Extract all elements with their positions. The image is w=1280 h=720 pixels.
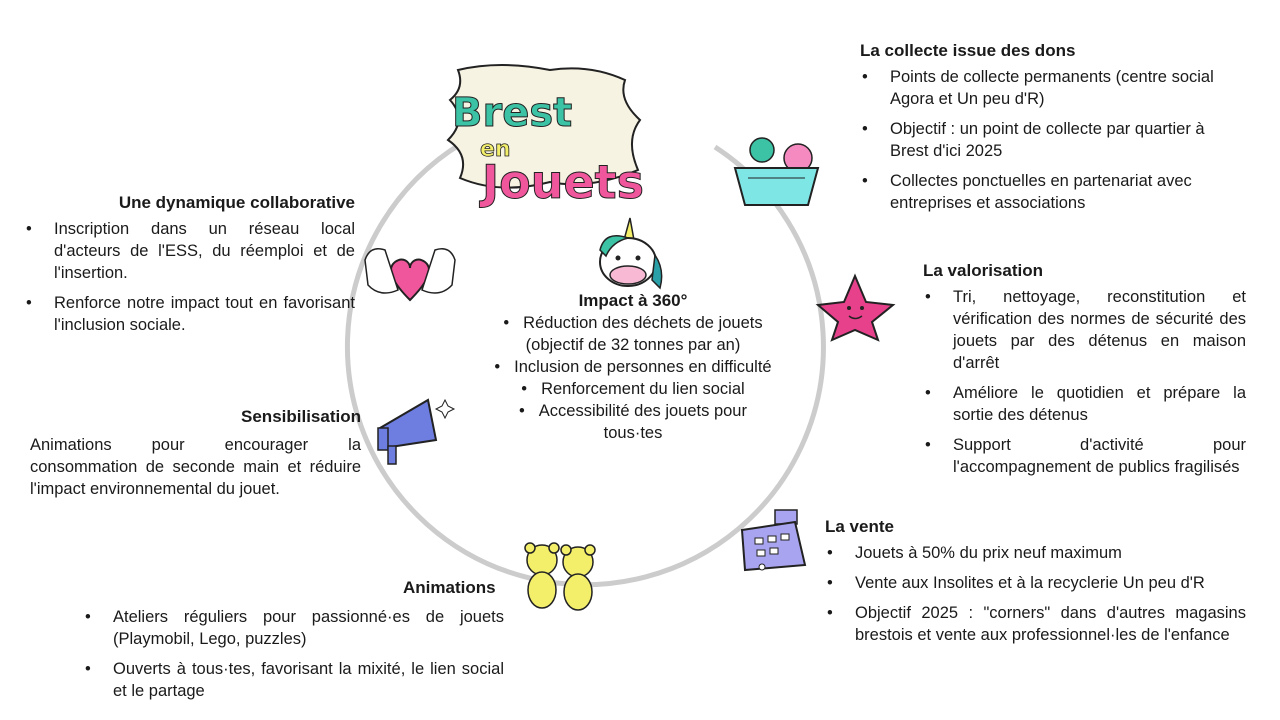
- list-item: [825, 602, 1246, 646]
- list-item: [24, 218, 355, 284]
- list-item: • Renforcement du lien social: [488, 378, 778, 400]
- list-item: [83, 606, 504, 650]
- logo-brest: Brest: [452, 90, 573, 136]
- list-item: [24, 292, 355, 336]
- animations-title-wrap: [403, 577, 513, 603]
- toy-basket-icon: [735, 138, 818, 205]
- impact-title: Impact à 360°: [578, 291, 688, 310]
- star-icon: [818, 276, 893, 340]
- list-item: [923, 434, 1246, 478]
- list-item: [923, 286, 1246, 374]
- teddy-bears-icon: [525, 543, 595, 610]
- brest-en-jouets-logo: [440, 60, 655, 210]
- collecte-section: [860, 40, 1230, 222]
- vente-title: La vente: [825, 517, 894, 536]
- list-item-text: • Inscription dans un réseau local d'acteurs de l'ESS, du réemploi et de l'insertion.: [54, 220, 355, 282]
- megaphone-icon: [378, 400, 454, 464]
- unicorn-icon: [600, 218, 662, 288]
- collecte-title: La collecte issue des dons: [860, 41, 1076, 60]
- dynamique-section: [24, 192, 355, 344]
- list-item: [825, 572, 1246, 594]
- sensibilisation-title: Sensibilisation: [241, 407, 361, 426]
- list-item-text: • Tri, nettoyage, reconstitution et vérification des normes de sécurité des jouets par des détenus en maison d'arrêt: [953, 288, 1246, 372]
- list-item-text: • Renforce notre impact tout en favorisant l'inclusion sociale.: [54, 294, 355, 334]
- valorisation-section: [923, 260, 1246, 486]
- list-item: [923, 382, 1246, 426]
- list-item-text: • Améliore le quotidien et prépare la sortie des détenus: [953, 384, 1246, 424]
- heart-hands-icon: [365, 249, 455, 300]
- list-item-text: • Support d'activité pour l'accompagnement de publics fragilisés: [953, 436, 1246, 476]
- animations-title: Animations: [403, 578, 496, 597]
- list-item: • Accessibilité des jouets pour tous·tes: [488, 400, 778, 444]
- sensibilisation-text: Animations pour encourager la consommation de seconde main et réduire l'impact environnemental du jouet.: [30, 436, 361, 498]
- list-item: • Réduction des déchets de jouets (objectif de 32 tonnes par an): [488, 312, 778, 356]
- list-item-text: • Vente aux Insolites et à la recyclerie Un peu d'R: [855, 574, 1205, 592]
- vente-section: [825, 516, 1246, 654]
- list-item-text: • Objectif 2025 : "corners" dans d'autres magasins brestois et vente aux professionnel·les de l'enfance: [855, 604, 1246, 644]
- impact-list: [488, 312, 778, 444]
- animations-section: [83, 606, 504, 710]
- list-item: • Collectes ponctuelles en partenariat avec entreprises et associations: [860, 170, 1230, 214]
- list-item: [83, 658, 504, 702]
- list-item: • Inclusion de personnes en difficulté: [488, 356, 778, 378]
- list-item-text: • Jouets à 50% du prix neuf maximum: [855, 544, 1122, 562]
- list-item-text: • Ateliers réguliers pour passionné·es de jouets (Playmobil, Lego, puzzles): [113, 608, 504, 648]
- logo-jouets: Jouets: [482, 155, 645, 209]
- impact-section: [488, 290, 778, 444]
- dynamique-title: Une dynamique collaborative: [118, 193, 355, 212]
- logo-en: en: [480, 137, 511, 162]
- valorisation-title: La valorisation: [923, 261, 1043, 280]
- sensibilisation-section: [30, 406, 361, 500]
- list-item: • Objectif : un point de collecte par quartier à Brest d'ici 2025: [860, 118, 1230, 162]
- list-item: • Points de collecte permanents (centre social Agora et Un peu d'R): [860, 66, 1230, 110]
- list-item: [825, 542, 1246, 564]
- list-item-text: • Ouverts à tous·tes, favorisant la mixité, le lien social et le partage: [113, 660, 504, 700]
